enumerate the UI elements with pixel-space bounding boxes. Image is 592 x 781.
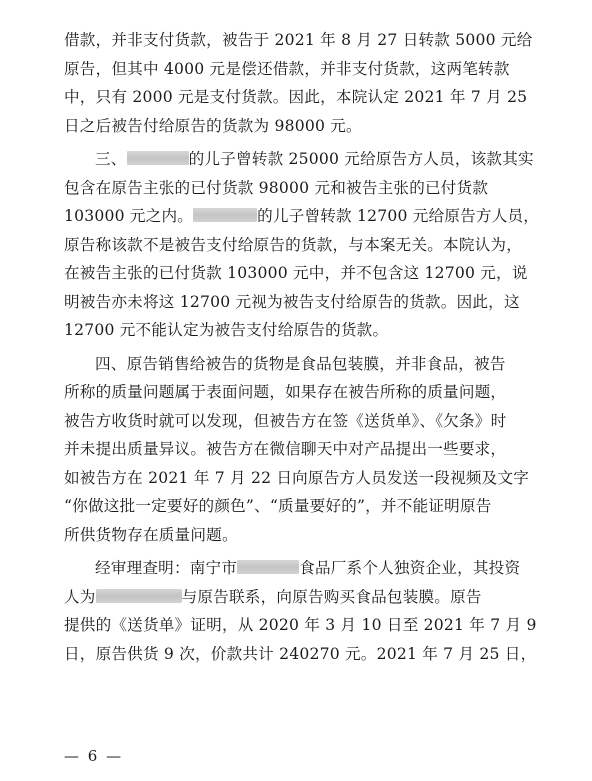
text-line: 中，只有 2000 元是支付货款。因此，本院认定 2021 年 7 月 25 [64, 88, 528, 106]
text-line: 日，原告供货 9 次，价款共计 240270 元。2021 年 7 月 25 日， [64, 644, 537, 663]
text-line [64, 554, 532, 583]
paragraph-3 [64, 350, 532, 550]
text-line: 借款，并非支付货款，被告于 2021 年 8 月 27 日转款 5000 元给 [64, 31, 533, 49]
text-line: 在被告主张的已付货款 103000 元中，并不包含这 12700 元，说 [64, 264, 528, 282]
text-line: “你做这批一定要好的颜色”、“质量要好的”，并不能证明原告 [64, 497, 492, 515]
paragraph-1 [64, 26, 532, 140]
text-line: 所供货物存在质量问题。 [64, 525, 238, 544]
text-line: 如被告方在 2021 年 7 月 22 日向原告方人员发送一段视频及文字 [64, 468, 530, 487]
text-line [64, 202, 540, 231]
text-line [64, 145, 532, 174]
redacted-name-block [127, 151, 189, 165]
text-line: 原告称该款不是被告支付给原告的货款，与本案无关。本院认为， [64, 235, 523, 254]
text-line: 所称的质量问题属于表面问题，如果存在被告所称的质量问题， [64, 383, 507, 401]
redacted-name-block [237, 560, 299, 574]
text-fragment: 的儿子曾转款 25000 元给原告方人员，该款其实 [188, 150, 534, 168]
text-fragment: 食品厂系个人独资企业，其投资 [299, 559, 521, 577]
text-line: 原告，但其中 4000 元是偿还借款，并非支付货款，这两笔转款 [64, 59, 510, 78]
text-fragment: 103000 元之内。 [64, 207, 194, 225]
text-fragment: 的儿子曾转款 12700 元给原告方人员， [257, 207, 540, 225]
text-line: 四、原告销售给被告的货物是食品包装膜，并非食品，被告 [95, 354, 506, 373]
text-line: 日之后被告付给原告的货款为 98000 元。 [64, 116, 362, 135]
text-line: 并未提出质量异议。被告方在微信聊天中对产品提出一些要求， [64, 440, 507, 458]
redacted-name-block [96, 589, 182, 603]
redacted-name-block [193, 208, 257, 222]
text-line: 提供的《送货单》证明，从 2020 年 3 月 10 日至 2021 年 7 月 9 [64, 616, 537, 634]
paragraph-2 [64, 145, 540, 345]
text-fragment: 经审理查明：南宁市 [95, 559, 238, 577]
text-fragment: 人为 [64, 587, 96, 606]
text-line: 被告方收货时就可以发现，但被告方在签《送货单》、《欠条》时 [64, 411, 507, 430]
text-line: 12700 元不能认定为被告支付给原告的货款。 [64, 321, 389, 339]
text-fragment: 与原告联系，向原告购买食品包装膜。原告 [181, 587, 482, 606]
page-number: — 6 — [64, 747, 124, 765]
text-fragment: 三、 [95, 150, 127, 168]
text-line [64, 583, 532, 612]
text-line: 包含在原告主张的已付货款 98000 元和被告主张的已付货款 [64, 178, 489, 197]
paragraph-4 [64, 554, 537, 668]
text-line: 明被告亦未将这 12700 元视为被告支付给原告的货款。因此，这 [64, 292, 520, 311]
